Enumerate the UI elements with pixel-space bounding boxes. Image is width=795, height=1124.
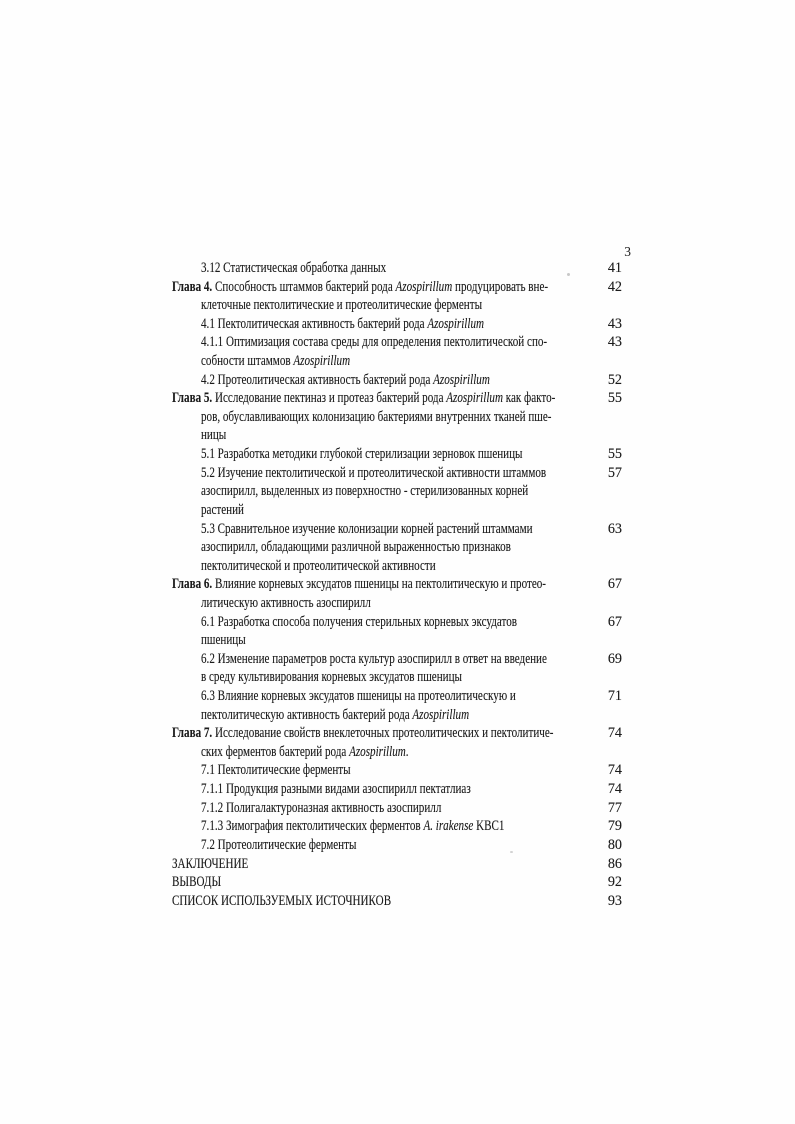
toc-entry-text	[172, 445, 576, 464]
toc-line	[172, 371, 576, 390]
toc-text-run: 4.2 Протеолитическая активность бактерий рода	[201, 371, 434, 388]
toc-entry-text	[172, 333, 576, 370]
toc-line	[172, 855, 576, 874]
toc-page-number: 74	[607, 781, 622, 798]
toc-line	[172, 743, 576, 762]
toc-entry-text	[172, 724, 576, 761]
toc-page-number: 79	[607, 818, 622, 835]
toc-entry	[172, 855, 622, 874]
toc-text-run: .	[405, 743, 409, 760]
toc-entry-text	[172, 613, 576, 650]
toc-entry	[172, 650, 622, 687]
toc-text-run: как факто-	[502, 390, 556, 407]
toc-entry-text	[172, 650, 576, 687]
toc-line	[172, 761, 576, 780]
toc-entry	[172, 892, 622, 911]
species-name: Azospirillum	[427, 315, 485, 332]
toc-entry-text	[172, 687, 576, 724]
toc-entry	[172, 836, 622, 855]
toc-text-run: 5.3 Сравнительное изучение колонизации корней растений штаммами	[201, 520, 533, 537]
toc-text-run: пектолитическую активность бактерий рода	[201, 706, 413, 723]
toc-page-number: 42	[607, 278, 622, 295]
toc-entry-text	[172, 817, 576, 836]
toc-line	[172, 613, 576, 632]
species-name: A. irakense	[423, 818, 474, 835]
toc-text-run: ЗАКЛЮЧЕНИЕ	[172, 855, 249, 872]
species-name: Azospirillum	[349, 743, 406, 760]
toc-text-run: собности штаммов	[201, 353, 294, 370]
toc-entry	[172, 780, 622, 799]
toc-entry	[172, 464, 622, 520]
toc-line	[172, 538, 576, 557]
toc-entry-text	[172, 855, 576, 874]
toc-entry	[172, 278, 622, 315]
toc-page-number: 63	[607, 520, 622, 537]
toc-entry-text	[172, 520, 576, 576]
toc-line	[172, 557, 576, 576]
toc-line	[172, 687, 576, 706]
toc-text-run: Влияние корневых эксудатов пшеницы на пектолитическую и протео-	[212, 576, 546, 593]
toc-text-run: 5.2 Изучение пектолитической и протеолитической активности штаммов	[201, 464, 547, 481]
toc-entry-text	[172, 575, 576, 612]
toc-text-run: клеточные пектолитические и протеолитические ферменты	[201, 297, 483, 314]
toc-text-run: 6.2 Изменение параметров роста культур азоспирилл в ответ на введение	[201, 650, 547, 667]
toc-list	[172, 259, 622, 910]
toc-line	[172, 650, 576, 669]
toc-entry	[172, 613, 622, 650]
toc-line	[172, 333, 576, 352]
toc-page-number: 57	[607, 464, 622, 481]
toc-page-number: 43	[607, 315, 622, 332]
toc-line	[172, 464, 576, 483]
toc-entry-text	[172, 278, 576, 315]
chapter-label: Глава 7.	[172, 725, 213, 742]
toc-text-run: пектолитической и протеолитической активности	[201, 557, 436, 574]
toc-page-number: 69	[607, 650, 622, 667]
toc-entry	[172, 873, 622, 892]
toc-text-run: пшеницы	[201, 632, 246, 649]
toc-text-run: ров, обуславливающих колонизацию бактериями внутренних тканей пше-	[201, 408, 552, 425]
toc-entry	[172, 371, 622, 390]
toc-page-number: 86	[607, 855, 622, 872]
species-name: Azospirillum	[433, 371, 490, 388]
toc-line	[172, 408, 576, 427]
page-folio: 3	[624, 244, 631, 259]
species-name: Azospirillum	[446, 390, 503, 407]
toc-line	[172, 259, 576, 278]
chapter-label: Глава 4.	[172, 278, 213, 295]
toc-page-number: 41	[607, 260, 622, 276]
toc-text-run: 5.1 Разработка методики глубокой стерилизации зерновок пшеницы	[201, 446, 523, 463]
toc-line	[172, 482, 576, 501]
toc-text-run: литическую активность азоспирилл	[201, 594, 371, 611]
toc-text-run: 7.1.3 Зимография пектолитических ферментов	[201, 818, 424, 835]
toc-text-run: азоспирилл, выделенных из поверхностно - стерилизованных корней	[201, 483, 529, 500]
toc-line	[172, 520, 576, 539]
toc-entry-text	[172, 873, 576, 892]
toc-entry	[172, 817, 622, 836]
toc-text-run: 7.2 Протеолитические ферменты	[201, 836, 357, 853]
toc-line	[172, 799, 576, 818]
toc-page-number: 67	[607, 576, 622, 593]
toc-line	[172, 780, 576, 799]
chapter-label: Глава 5.	[172, 390, 213, 407]
species-name: Azospirillum	[293, 353, 351, 370]
toc-text-run: 6.3 Влияние корневых эксудатов пшеницы на протеолитическую и	[201, 688, 516, 705]
toc-entry	[172, 799, 622, 818]
toc-text-run: растений	[201, 501, 244, 518]
toc-entry	[172, 724, 622, 761]
toc-line	[172, 836, 576, 855]
toc-text-run: СПИСОК ИСПОЛЬЗУЕМЫХ ИСТОЧНИКОВ	[172, 892, 392, 909]
toc-entry-text	[172, 315, 576, 334]
toc-text-run: 7.1.1 Продукция разными видами азоспирилл пектатлиаз	[201, 781, 471, 798]
toc-line	[172, 724, 576, 743]
toc-entry	[172, 761, 622, 780]
toc-entry	[172, 687, 622, 724]
toc-line	[172, 389, 576, 408]
toc-text-run: 3.12 Статистическая обработка данных	[201, 260, 387, 276]
toc-entry	[172, 445, 622, 464]
chapter-label: Глава 6.	[172, 576, 213, 593]
toc-text-run: Способность штаммов бактерий рода	[212, 278, 396, 295]
toc-line	[172, 296, 576, 315]
toc-text-run: 6.1 Разработка способа получения стерильных корневых эксудатов	[201, 613, 518, 630]
toc-entry-text	[172, 799, 576, 818]
toc-page-number: 71	[607, 688, 622, 705]
toc-entry-text	[172, 389, 576, 445]
toc-entry-text	[172, 892, 576, 911]
toc-page-number: 80	[607, 836, 622, 853]
toc-line	[172, 892, 576, 911]
toc-page-number: 77	[607, 799, 622, 816]
toc-entry	[172, 520, 622, 576]
toc-page-number: 92	[607, 874, 622, 891]
toc-line	[172, 352, 576, 371]
toc-text-run: Исследование свойств внеклеточных протеолитических и пектолитиче-	[212, 725, 554, 742]
toc-entry-text	[172, 464, 576, 520]
toc-text-run: 4.1 Пектолитическая активность бактерий рода	[201, 315, 428, 332]
toc-entry-text	[172, 371, 576, 390]
toc-entry-text	[172, 780, 576, 799]
toc-page-number: 74	[607, 725, 622, 742]
toc-line	[172, 706, 576, 725]
toc-line	[172, 631, 576, 650]
toc-text-run: Исследование пектиназ и протеаз бактерий рода	[212, 390, 447, 407]
toc-text-run: 4.1.1 Оптимизация состава среды для определения пектолитической спо-	[201, 334, 548, 351]
toc-page-number: 67	[607, 613, 622, 630]
toc-line	[172, 278, 576, 297]
toc-entry	[172, 259, 622, 278]
toc-text-run: ских ферментов бактерий рода	[201, 743, 350, 760]
toc-text-run: 7.1.2 Полигалактуроназная активность азоспирилл	[201, 799, 442, 816]
toc-line	[172, 426, 576, 445]
toc-page-number: 55	[607, 390, 622, 407]
toc-line	[172, 817, 576, 836]
toc-page-number: 55	[607, 446, 622, 463]
toc-entry	[172, 315, 622, 334]
toc-text-run: KBC1	[473, 818, 505, 835]
toc-entry-text	[172, 259, 576, 278]
toc-line	[172, 575, 576, 594]
toc-line	[172, 445, 576, 464]
toc-text-run: ВЫВОДЫ	[172, 874, 222, 891]
toc-line	[172, 315, 576, 334]
toc-line	[172, 594, 576, 613]
toc-page-number: 52	[607, 371, 622, 388]
toc-line	[172, 501, 576, 520]
toc-line	[172, 873, 576, 892]
toc-entry	[172, 575, 622, 612]
toc-text-run: азоспирилл, обладающими различной выраженностью признаков	[201, 539, 511, 556]
toc-text-run: ницы	[201, 427, 227, 444]
species-name: Azospirillum	[412, 706, 470, 723]
toc-text-run: 7.1 Пектолитические ферменты	[201, 762, 351, 779]
toc-line	[172, 668, 576, 687]
toc-entry-text	[172, 761, 576, 780]
toc-page-number: 43	[607, 334, 622, 351]
toc-entry-text	[172, 836, 576, 855]
species-name: Azospirillum	[395, 278, 453, 295]
toc-page-number: 74	[607, 762, 622, 779]
toc-text-run: продуцировать вне-	[452, 278, 549, 295]
toc-entry	[172, 333, 622, 370]
toc-entry	[172, 389, 622, 445]
toc-page-number: 93	[607, 892, 622, 909]
toc-text-run: в среду культивирования корневых эксудатов пшеницы	[201, 669, 462, 686]
